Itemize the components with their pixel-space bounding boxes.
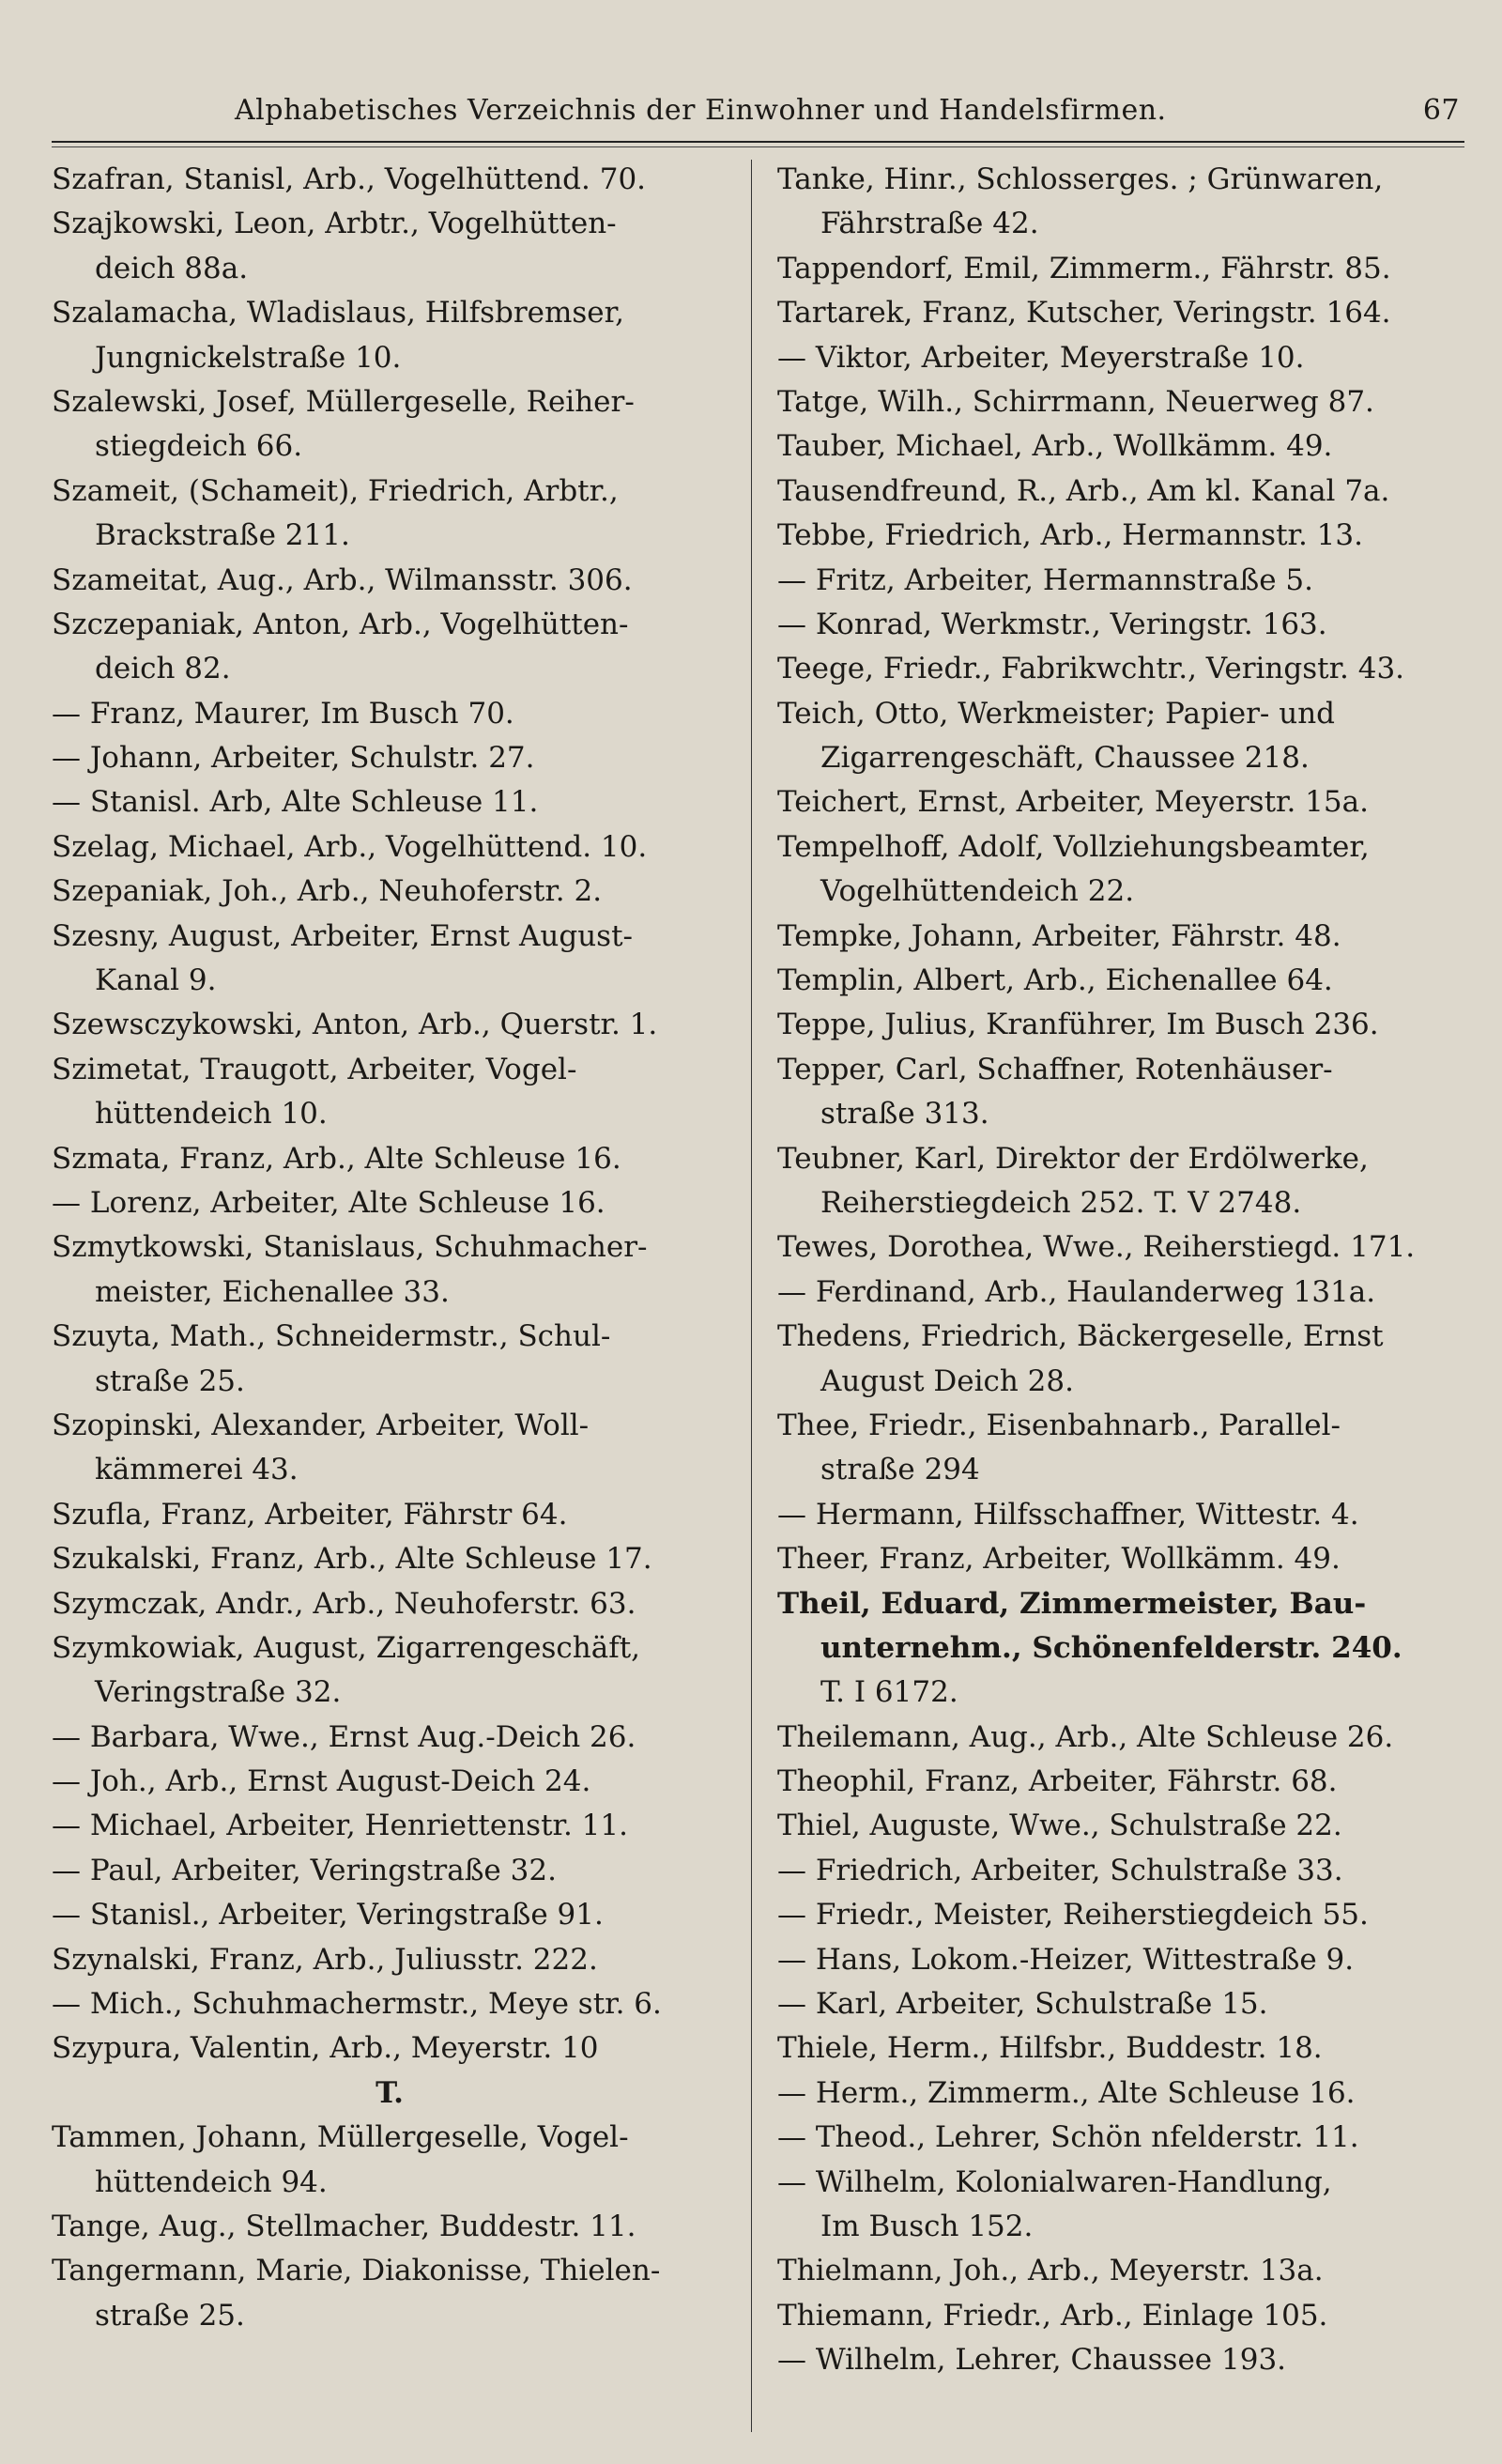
directory-entry-line: Tewes, Dorothea, Wwe., Reiherstiegd. 171. (777, 1230, 1416, 1265)
directory-entry-line: Szafran, Stanisl, Arb., Vogelhüttend. 70. (52, 162, 647, 196)
directory-entry-line: deich 82. (95, 652, 231, 686)
right-column (777, 158, 1453, 2383)
directory-entry-line: Tepper, Carl, Schaffner, Rotenhäuser- (777, 1052, 1333, 1086)
directory-entry-line: Szopinski, Alexander, Arbeiter, Woll- (52, 1408, 590, 1442)
directory-entry-line: Szalamacha, Wladislaus, Hilfsbremser, (52, 296, 624, 331)
directory-entry-line: — Paul, Arbeiter, Veringstraße 32. (52, 1853, 557, 1887)
directory-entry-line: Tempke, Johann, Arbeiter, Fährstr. 48. (777, 918, 1341, 953)
directory-entry-line: straße 25. (95, 2298, 245, 2333)
directory-entry-line: — Friedr., Meister, Reiherstiegdeich 55. (777, 1898, 1369, 1933)
directory-entry-line: Szewsczykowski, Anton, Arb., Querstr. 1. (52, 1008, 658, 1042)
directory-entry-line: Tangermann, Marie, Diakonisse, Thielen- (52, 2254, 661, 2288)
directory-entry-line: Kanal 9. (95, 963, 217, 998)
directory-entry-line: August Deich 28. (820, 1363, 1074, 1398)
directory-entry-line: — Michael, Arbeiter, Henriettenstr. 11. (52, 1809, 628, 1843)
section-heading: T. (376, 2075, 404, 2110)
directory-entry-line: — Theod., Lehrer, Schön nfelderstr. 11. (777, 2120, 1359, 2155)
left-column (52, 158, 728, 2338)
directory-entry-line: Tammen, Johann, Müllergeselle, Vogel- (52, 2120, 629, 2155)
directory-entry-line: Thiel, Auguste, Wwe., Schulstraße 22. (777, 1809, 1342, 1843)
directory-entry-line: Veringstraße 32. (95, 1675, 342, 1710)
directory-entry-line: Szelag, Michael, Arb., Vogelhüttend. 10. (52, 829, 648, 864)
directory-entry-line: Thee, Friedr., Eisenbahnarb., Parallel- (777, 1408, 1341, 1442)
directory-entry-line: — Karl, Arbeiter, Schulstraße 15. (777, 1987, 1268, 2022)
directory-entry-line: — Johann, Arbeiter, Schulstr. 27. (52, 741, 535, 776)
page-title: Alphabetisches Verzeichnis der Einwohner und Handelsfirmen. (235, 94, 1167, 127)
directory-entry-line: Tange, Aug., Stellmacher, Buddestr. 11. (52, 2209, 636, 2243)
directory-entry-line: Teich, Otto, Werkmeister; Papier- und (777, 696, 1336, 731)
directory-entry-line: Theil, Eduard, Zimmermeister, Bau- (777, 1586, 1367, 1621)
directory-entry-line: Im Busch 152. (820, 2209, 1034, 2243)
directory-entry-line: Szmata, Franz, Arb., Alte Schleuse 16. (52, 1141, 621, 1176)
directory-entry-line: Szameit, (Schameit), Friedrich, Arbtr., (52, 473, 619, 508)
directory-entry-line: Thiele, Herm., Hilfsbr., Buddestr. 18. (777, 2031, 1323, 2066)
directory-entry-line: — Hans, Lokom.-Heizer, Wittestraße 9. (777, 1942, 1355, 1977)
directory-entry-line: — Stanisl. Arb, Alte Schleuse 11. (52, 785, 539, 820)
directory-entry-line: Thiemann, Friedr., Arb., Einlage 105. (777, 2298, 1328, 2333)
directory-entry-line: — Fritz, Arbeiter, Hermannstraße 5. (777, 562, 1313, 597)
directory-entry-line: Jungnickelstraße 10. (95, 340, 402, 375)
directory-entry-line: Szajkowski, Leon, Arbtr., Vogelhütten- (52, 207, 617, 241)
directory-entry-line: Reiherstiegdeich 252. T. V 2748. (820, 1185, 1302, 1220)
directory-entry-line: straße 25. (95, 1363, 245, 1398)
directory-entry-line: Szczepaniak, Anton, Arb., Vogelhütten- (52, 607, 629, 641)
directory-entry-line: Thielmann, Joh., Arb., Meyerstr. 13a. (777, 2254, 1324, 2288)
directory-entry-line: — Hermann, Hilfsschaffner, Wittestr. 4. (777, 1497, 1359, 1532)
page-number: 67 (1422, 94, 1460, 127)
directory-entry-line: — Stanisl., Arbeiter, Veringstraße 91. (52, 1898, 604, 1933)
directory-entry-line: Szimetat, Traugott, Arbeiter, Vogel- (52, 1052, 577, 1086)
directory-entry-line: Szameitat, Aug., Arb., Wilmansstr. 306. (52, 562, 633, 597)
directory-entry-line: Szepaniak, Joh., Arb., Neuhoferstr. 2. (52, 874, 603, 909)
directory-entry-line: — Viktor, Arbeiter, Meyerstraße 10. (777, 340, 1305, 375)
directory-entry-line: Vogelhüttendeich 22. (820, 874, 1135, 909)
directory-entry-line: Thedens, Friedrich, Bäckergeselle, Ernst (777, 1319, 1384, 1354)
page-header (197, 94, 1460, 141)
directory-entry-line: Tatge, Wilh., Schirrmann, Neuerweg 87. (777, 384, 1374, 419)
directory-entry-line: Teubner, Karl, Direktor der Erdölwerke, (777, 1141, 1369, 1176)
directory-entry-line: Szufla, Franz, Arbeiter, Fährstr 64. (52, 1497, 568, 1532)
directory-entry-line: T. I 6172. (820, 1675, 958, 1710)
directory-entry-line: — Franz, Maurer, Im Busch 70. (52, 696, 514, 731)
directory-entry-line: — Wilhelm, Lehrer, Chaussee 193. (777, 2343, 1287, 2378)
directory-entry-line: Teege, Friedr., Fabrikwchtr., Veringstr. 43. (777, 652, 1405, 686)
directory-entry-line: Theilemann, Aug., Arb., Alte Schleuse 26. (777, 1719, 1394, 1754)
directory-entry-line: — Mich., Schuhmachermstr., Meye str. 6. (52, 1987, 662, 2022)
directory-entry-line: unternehm., Schönenfelderstr. 240. (820, 1630, 1402, 1665)
directory-entry-line: Tauber, Michael, Arb., Wollkämm. 49. (777, 429, 1333, 464)
column-divider (751, 160, 752, 2432)
directory-entry-line: Theophil, Franz, Arbeiter, Fährstr. 68. (777, 1764, 1338, 1799)
directory-entry-line: Tanke, Hinr., Schlosserges. ; Grünwaren, (777, 162, 1384, 196)
directory-entry-line: Tebbe, Friedrich, Arb., Hermannstr. 13. (777, 518, 1363, 553)
directory-entry-line: meister, Eichenallee 33. (95, 1274, 450, 1309)
directory-entry-line: — Ferdinand, Arb., Haulanderweg 131a. (777, 1274, 1376, 1309)
directory-entry-line: Tartarek, Franz, Kutscher, Veringstr. 164. (777, 296, 1391, 331)
directory-entry-line: Szuyta, Math., Schneidermstr., Schul- (52, 1319, 611, 1354)
directory-entry-line: hüttendeich 10. (95, 1097, 328, 1132)
directory-entry-line: Zigarrengeschäft, Chaussee 218. (820, 741, 1310, 776)
directory-entry-line: straße 294 (820, 1453, 980, 1487)
directory-entry-line: — Joh., Arb., Ernst August-Deich 24. (52, 1764, 591, 1799)
directory-entry-line: Szalewski, Josef, Müllergeselle, Reiher- (52, 384, 635, 419)
directory-entry-line: Tausendfreund, R., Arb., Am kl. Kanal 7a. (777, 473, 1390, 508)
directory-entry-line: Tappendorf, Emil, Zimmerm., Fährstr. 85. (777, 251, 1391, 285)
directory-entry-line: Szukalski, Franz, Arb., Alte Schleuse 17. (52, 1542, 652, 1577)
directory-entry-line: — Herm., Zimmerm., Alte Schleuse 16. (777, 2075, 1356, 2110)
directory-entry-line: Brackstraße 211. (95, 518, 350, 553)
directory-entry-line: Teppe, Julius, Kranführer, Im Busch 236. (777, 1008, 1379, 1042)
directory-entry-line: kämmerei 43. (95, 1453, 299, 1487)
directory-entry-line: Theer, Franz, Arbeiter, Wollkämm. 49. (777, 1542, 1341, 1577)
directory-entry-line: Szymczak, Andr., Arb., Neuhoferstr. 63. (52, 1586, 636, 1621)
directory-entry-line: — Lorenz, Arbeiter, Alte Schleuse 16. (52, 1185, 605, 1220)
directory-entry-line: deich 88a. (95, 251, 249, 285)
directory-entry-line: Szmytkowski, Stanislaus, Schuhmacher- (52, 1230, 648, 1265)
directory-entry-line: Szesny, August, Arbeiter, Ernst August- (52, 918, 634, 953)
directory-entry-line: — Wilhelm, Kolonialwaren-Handlung, (777, 2164, 1332, 2199)
directory-entry-line: hüttendeich 94. (95, 2164, 328, 2199)
directory-entry-line: stiegdeich 66. (95, 429, 303, 464)
directory-entry-line: — Konrad, Werkmstr., Veringstr. 163. (777, 607, 1327, 641)
directory-entry-line: Teichert, Ernst, Arbeiter, Meyerstr. 15a. (777, 785, 1369, 820)
directory-entry-line: Fährstraße 42. (820, 207, 1039, 241)
header-rule-thin (52, 146, 1464, 147)
directory-entry-line: Tempelhoff, Adolf, Vollziehungsbeamter, (777, 829, 1370, 864)
directory-entry-line: — Barbara, Wwe., Ernst Aug.-Deich 26. (52, 1719, 636, 1754)
directory-entry-line: — Friedrich, Arbeiter, Schulstraße 33. (777, 1853, 1343, 1887)
directory-entry-line: straße 313. (820, 1097, 989, 1132)
directory-entry-line: Szynalski, Franz, Arb., Juliusstr. 222. (52, 1942, 598, 1977)
directory-entry-line: Szypura, Valentin, Arb., Meyerstr. 10 (52, 2031, 599, 2066)
header-rule (52, 141, 1464, 143)
directory-entry-line: Szymkowiak, August, Zigarrengeschäft, (52, 1630, 641, 1665)
directory-entry-line: Templin, Albert, Arb., Eichenallee 64. (777, 963, 1333, 998)
